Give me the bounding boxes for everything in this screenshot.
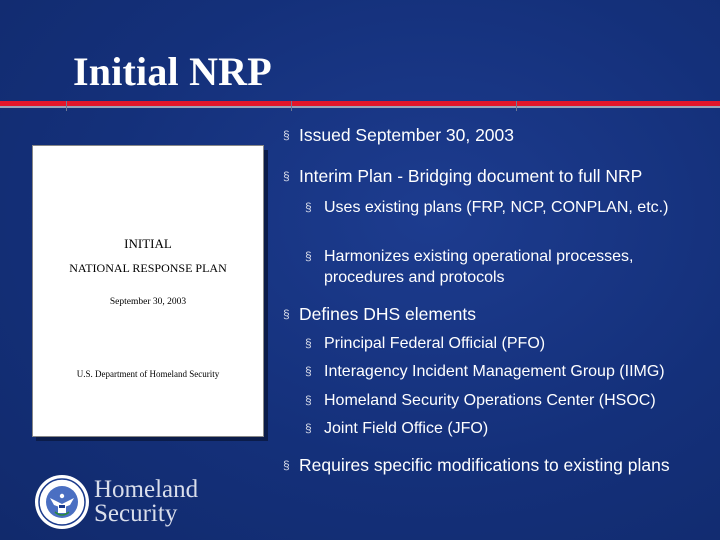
sub-bullet-item: § Homeland Security Operations Center (HSOC) — [305, 392, 656, 409]
bullet-marker: § — [305, 336, 312, 350]
title-rule — [0, 101, 720, 111]
bullet-marker: § — [283, 307, 290, 321]
bullet-marker: § — [283, 458, 290, 472]
bullet-item: § Requires specific modifications to existing plans — [283, 455, 670, 475]
document-line-plan: NATIONAL RESPONSE PLAN — [69, 261, 227, 275]
bullet-item: § Issued September 30, 2003 — [283, 125, 515, 145]
slide-title: Initial NRP — [73, 49, 272, 94]
document-line-initial: INITIAL — [124, 236, 172, 251]
bullet-marker: § — [305, 421, 312, 435]
bullet-marker: § — [305, 364, 312, 378]
bullet-marker: § — [283, 169, 290, 183]
document-cover-image — [32, 145, 264, 437]
bullet-marker: § — [283, 128, 290, 142]
sub-bullet-item: § Joint Field Office (JFO) — [305, 420, 489, 437]
bullet-marker: § — [305, 249, 312, 263]
sub-bullet-item: § Interagency Incident Management Group (IIMG) — [305, 363, 665, 380]
bullet-item: § Defines DHS elements — [283, 304, 477, 324]
sub-bullet-item: § Harmonizes existing operational processes, procedures and protocols — [305, 248, 634, 286]
sub-bullet-item: § Principal Federal Official (PFO) — [305, 335, 546, 352]
bullet-marker: § — [305, 393, 312, 407]
sub-bullet-item: § Uses existing plans (FRP, NCP, CONPLAN, etc.) — [305, 199, 669, 216]
bullet-marker: § — [305, 200, 312, 214]
document-line-department: U.S. Department of Homeland Security — [76, 369, 220, 379]
dhs-logo-text: Homeland Security — [94, 476, 199, 527]
bullet-item: § Interim Plan - Bridging document to full NRP — [283, 166, 643, 186]
document-line-date: September 30, 2003 — [109, 297, 187, 307]
dhs-seal-icon — [34, 474, 90, 530]
